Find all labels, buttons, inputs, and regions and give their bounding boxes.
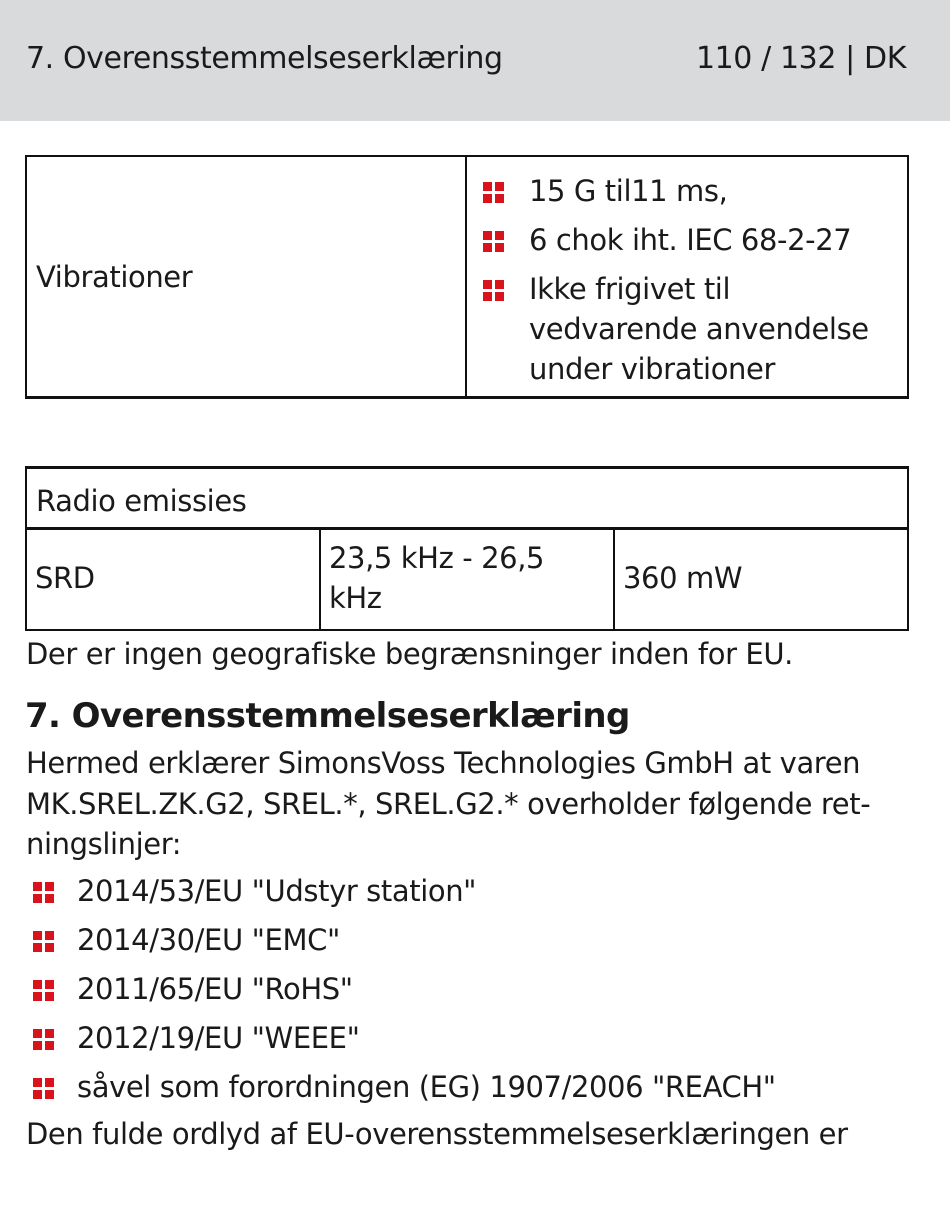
list-item: [483, 269, 903, 389]
radio-frequency-cell: [321, 530, 615, 629]
header-section-title: 7. Overensstemmelseserklæring: [26, 41, 503, 76]
bullet-icon: [483, 231, 504, 252]
section-heading: 7. Overensstemmelseserklæring: [25, 696, 630, 736]
list-item: [483, 171, 903, 211]
vibration-label: Vibrationer: [36, 260, 193, 294]
directive-text: 2014/30/EU "EMC": [77, 923, 340, 957]
bullet-icon: [483, 182, 504, 203]
radio-type-cell: [27, 530, 321, 629]
list-item: [33, 969, 913, 1009]
directive-text: 2012/19/EU "WEEE": [77, 1021, 360, 1055]
directive-list: [33, 871, 913, 1116]
list-item-text: Ikke frigivet til vedvarende anvendelse under vibrationer: [529, 272, 869, 386]
radio-type: SRD: [35, 561, 95, 595]
list-item: [33, 1067, 913, 1107]
bullet-icon: [33, 1029, 54, 1050]
vibration-spec-list: [483, 171, 903, 398]
list-item-text: 15 G til11 ms,: [529, 174, 728, 208]
directive-text: 2011/65/EU "RoHS": [77, 972, 353, 1006]
directive-text: 2014/53/EU "Udstyr station": [77, 874, 477, 908]
radio-table-header-text: Radio emissies: [36, 484, 247, 518]
radio-emissions-table: [25, 466, 909, 631]
vibration-table: [25, 155, 909, 399]
list-item-text: 6 chok iht. IEC 68-2-27: [529, 223, 852, 257]
radio-power: 360 mW: [623, 561, 743, 595]
list-item: [483, 220, 903, 260]
list-item: [33, 1018, 913, 1058]
bullet-icon: [33, 931, 54, 952]
header-page-info: 110 / 132 | DK: [695, 41, 906, 76]
bullet-icon: [33, 882, 54, 903]
intro-paragraph: Hermed erklærer SimonsVoss Technologies GmbH at varen MK.SREL.ZK.G2, SREL.*, SREL.G2.* overholder følgende ret-ningslinjer:: [26, 746, 871, 861]
bullet-icon: [33, 1078, 54, 1099]
list-item: [33, 871, 913, 911]
closing-text: Den fulde ordlyd af EU-overensstemmelseserklæringen er: [26, 1117, 848, 1151]
vibration-label-cell: [27, 157, 467, 396]
geographic-note: Der er ingen geografiske begrænsninger inden for EU.: [26, 637, 793, 671]
bullet-icon: [33, 980, 54, 1001]
directive-text: såvel som forordningen (EG) 1907/2006 "REACH": [77, 1070, 776, 1104]
radio-power-cell: [615, 530, 907, 629]
page-header: [0, 0, 950, 121]
radio-frequency: 23,5 kHz - 26,5 kHz: [329, 541, 545, 615]
bullet-icon: [483, 280, 504, 301]
table-row: [27, 530, 907, 629]
radio-table-header: [27, 469, 907, 530]
list-item: [33, 920, 913, 960]
